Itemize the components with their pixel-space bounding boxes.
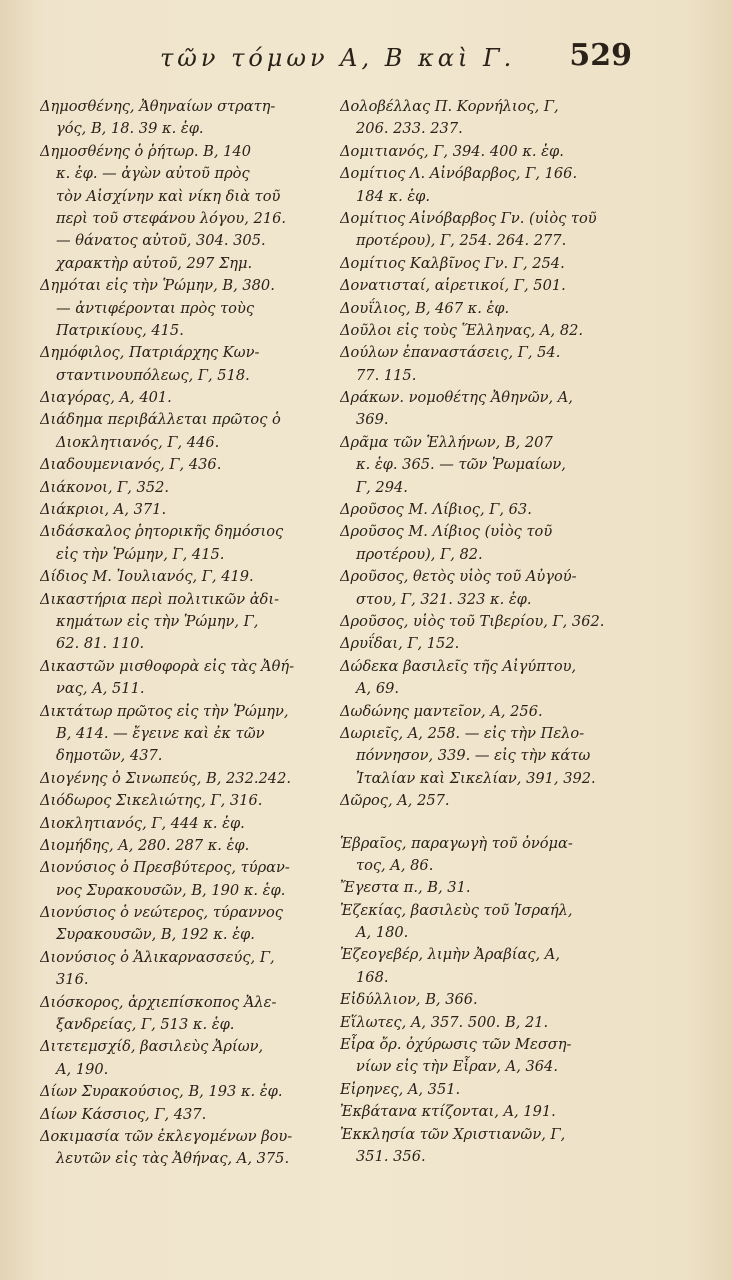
index-line: Δομιτιανός, Γ, 394. 400 κ. ἑφ. xyxy=(340,142,564,160)
index-line: Δικτάτωρ πρῶτος εἰς τὴν Ῥώμην, xyxy=(40,702,289,720)
running-title: τῶν τόμων Α, Β καὶ Γ. xyxy=(160,44,516,72)
index-line: Δρυΐδαι, Γ, 152. xyxy=(340,635,460,653)
index-line: Α, 69. xyxy=(356,680,400,698)
index-line: Διόδωρος Σικελιώτης, Γ, 316. xyxy=(40,792,263,810)
index-line: Α, 180. xyxy=(356,924,409,942)
index-line: Δονατισταί, αἱρετικοί, Γ, 501. xyxy=(340,277,566,295)
index-line: 206. 233. 237. xyxy=(356,120,463,138)
index-line: 77. 115. xyxy=(356,366,417,384)
index-line: 351. 356. xyxy=(356,1147,426,1165)
index-line: Δικαστῶν μισθοφορὰ εἰς τὰς Ἀθή- xyxy=(40,657,295,675)
index-line: — θάνατος αὐτοῦ, 304. 305. xyxy=(56,232,266,250)
index-line: Δίων Κάσσιος, Γ, 437. xyxy=(40,1105,207,1123)
index-line: 316. xyxy=(56,971,89,989)
index-line: Διογένης ὁ Σινωπεύς, Β, 232.242. xyxy=(40,769,292,787)
index-line: Διδάσκαλος ῥητορικῆς δημόσιος xyxy=(40,523,284,541)
index-line: Διαδουμενιανός, Γ, 436. xyxy=(40,456,222,474)
index-line: Ἰταλίαν καὶ Σικελίαν, 391, 392. xyxy=(356,769,596,787)
index-line: — ἀντιφέρονται πρὸς τοὺς xyxy=(56,299,255,317)
index-line: χαρακτὴρ αὐτοῦ, 297 Σημ. xyxy=(56,254,253,272)
index-line: Δουΐλιος, Β, 467 κ. ἑφ. xyxy=(340,299,510,317)
index-line: Ἐζεογεβέρ, λιμὴν Ἀραβίας, Α, xyxy=(340,946,560,964)
index-line: Διαγόρας, Α, 401. xyxy=(40,389,172,407)
index-column-right xyxy=(340,96,640,1168)
index-line: Α, 190. xyxy=(56,1060,109,1078)
index-line: 62. 81. 110. xyxy=(56,635,145,653)
index-line: κημάτων εἰς τὴν Ῥώμην, Γ, xyxy=(56,612,259,630)
index-line: Ἐκβάτανα κτίζονται, Α, 191. xyxy=(340,1103,556,1121)
index-line: Δωριεῖς, Α, 258. — εἰς τὴν Πελο- xyxy=(340,724,585,742)
index-line: Ἔγεστα π., Β, 31. xyxy=(340,879,471,897)
index-line: Εἶρα ὄρ. ὀχύρωσις τῶν Μεσση- xyxy=(340,1036,572,1054)
index-line: Δώδεκα βασιλεῖς τῆς Αἰγύπτου, xyxy=(340,657,577,675)
index-line: Δομίτιος Αἰνόβαρβος Γν. (υἱὸς τοῦ xyxy=(340,209,597,227)
index-line: προτέρου), Γ, 82. xyxy=(356,545,483,563)
index-line: Δρᾶμα τῶν Ἑλλήνων, Β, 207 xyxy=(340,433,553,451)
index-line: Δροῦσος Μ. Λίβιος, Γ, 63. xyxy=(340,501,532,519)
index-line: Δροῦσος Μ. Λίβιος (υἱὸς τοῦ xyxy=(340,523,553,541)
index-line: Δομίτιος Λ. Αἰνόβαρβος, Γ, 166. xyxy=(340,165,578,183)
index-line: 168. xyxy=(356,968,389,986)
index-line: Διοκλητιανός, Γ, 444 κ. ἑφ. xyxy=(40,814,245,832)
index-line: Διοκλητιανός, Γ, 446. xyxy=(56,433,220,451)
index-line: Διάκριοι, Α, 371. xyxy=(40,501,167,519)
index-line: κ. ἑφ. 365. — τῶν Ῥωμαίων, xyxy=(356,456,566,474)
index-line: Δωδώνης μαντεῖον, Α, 256. xyxy=(340,702,543,720)
index-line: Πατρικίους, 415. xyxy=(56,321,184,339)
index-line: προτέρου), Γ, 254. 264. 277. xyxy=(356,232,567,250)
page-header xyxy=(0,34,732,84)
index-line: κ. ἑφ. — ἀγὼν αὐτοῦ πρὸς xyxy=(56,165,250,183)
index-line: πόννησον, 339. — εἰς τὴν κάτω xyxy=(356,747,591,765)
index-line: στου, Γ, 321. 323 κ. ἑφ. xyxy=(356,590,532,608)
index-line: περὶ τοῦ στεφάνου λόγου, 216. xyxy=(56,209,287,227)
index-line: Διάδημα περιβάλλεται πρῶτος ὁ xyxy=(40,411,281,429)
index-line: Δολοβέλλας Π. Κορνήλιος, Γ, xyxy=(340,98,559,115)
index-line: Δράκων. νομοθέτης Ἀθηνῶν, Α, xyxy=(340,389,573,407)
index-line: λευτῶν εἰς τὰς Ἀθήνας, Α, 375. xyxy=(56,1150,290,1168)
index-line: σταντινουπόλεως, Γ, 518. xyxy=(56,366,250,384)
index-line: Δημόται εἰς τὴν Ῥώμην, Β, 380. xyxy=(40,277,275,295)
index-line: νίων εἰς τὴν Εἶραν, Α, 364. xyxy=(356,1058,558,1076)
index-line: τος, Α, 86. xyxy=(356,856,434,874)
index-line: Δροῦσος, θετὸς υἱὸς τοῦ Αὐγού- xyxy=(340,568,577,586)
index-line: Εἰδύλλιον, Β, 366. xyxy=(340,991,478,1009)
index-line: 184 κ. ἑφ. xyxy=(356,187,431,205)
index-line: εἰς τὴν Ῥώμην, Γ, 415. xyxy=(56,545,225,563)
index-line: Δημοσθένης ὁ ῥήτωρ. Β, 140 xyxy=(40,142,251,160)
index-line: Ἐκκλησία τῶν Χριστιανῶν, Γ, xyxy=(340,1125,566,1143)
index-line: Ἑβραῖος, παραγωγὴ τοῦ ὀνόμα- xyxy=(340,834,573,852)
index-line: Δοκιμασία τῶν ἐκλεγομένων βου- xyxy=(40,1127,293,1145)
index-line: Δημοσθένης, Ἀθηναίων στρατη- xyxy=(40,98,276,115)
index-line: Διομήδης, Α, 280. 287 κ. ἑφ. xyxy=(40,836,250,854)
index-line: Εἰρηνες, Α, 351. xyxy=(340,1080,461,1098)
index-line: Δῶρος, Α, 257. xyxy=(340,792,450,810)
index-line: Δροῦσος, υἱὸς τοῦ Τιβερίου, Γ, 362. xyxy=(340,612,605,630)
index-line: Διονύσιος ὁ Πρεσβύτερος, τύραν- xyxy=(40,859,290,877)
index-line: Διονύσιος ὁ Ἁλικαρνασσεύς, Γ, xyxy=(40,948,275,966)
index-line: νος Συρακουσῶν, Β, 190 κ. ἑφ. xyxy=(56,881,286,899)
index-line: δημοτῶν, 437. xyxy=(56,747,163,765)
index-line: Εἵλωτες, Α, 357. 500. Β, 21. xyxy=(340,1013,549,1031)
index-line: Διόσκορος, ἀρχιεπίσκοπος Ἀλε- xyxy=(40,993,277,1011)
index-line: Δούλων ἐπαναστάσεις, Γ, 54. xyxy=(340,344,561,362)
index-line: Δικαστήρια περὶ πολιτικῶν ἀδι- xyxy=(40,590,280,608)
index-line: νας, Α, 511. xyxy=(56,680,145,698)
index-line: Δίων Συρακούσιος, Β, 193 κ. ἑφ. xyxy=(40,1083,283,1101)
index-line: Ἐζεκίας, βασιλεὺς τοῦ Ἰσραήλ, xyxy=(340,901,573,919)
index-line: Δοῦλοι εἰς τοὺς Ἕλληνας, Α, 82. xyxy=(340,321,584,339)
index-line: Δομίτιος Καλβῖνος Γν. Γ, 254. xyxy=(340,254,565,272)
index-line: Β, 414. — ἔγεινε καὶ ἐκ τῶν xyxy=(56,724,265,742)
index-column-left xyxy=(40,96,340,1171)
index-line: Διονύσιος ὁ νεώτερος, τύραννος xyxy=(40,904,283,922)
index-line: Γ, 294. xyxy=(356,478,408,496)
index-line: γός, Β, 18. 39 κ. ἑφ. xyxy=(56,120,204,138)
index-line: Δίδιος Μ. Ἰουλιανός, Γ, 419. xyxy=(40,568,254,586)
index-line: Συρακουσῶν, Β, 192 κ. ἑφ. xyxy=(56,926,255,944)
index-line: Δημόφιλος, Πατριάρχης Κων- xyxy=(40,344,260,362)
index-line: Διτετεμσχίδ, βασιλεὺς Ἀρίων, xyxy=(40,1038,264,1056)
page-number: 529 xyxy=(569,38,632,73)
index-line: Διάκονοι, Γ, 352. xyxy=(40,478,170,496)
index-line: 369. xyxy=(356,411,389,429)
index-line: ξανδρείας, Γ, 513 κ. ἑφ. xyxy=(56,1016,235,1034)
index-line: τὸν Αἰσχίνην καὶ νίκη διὰ τοῦ xyxy=(56,187,281,205)
